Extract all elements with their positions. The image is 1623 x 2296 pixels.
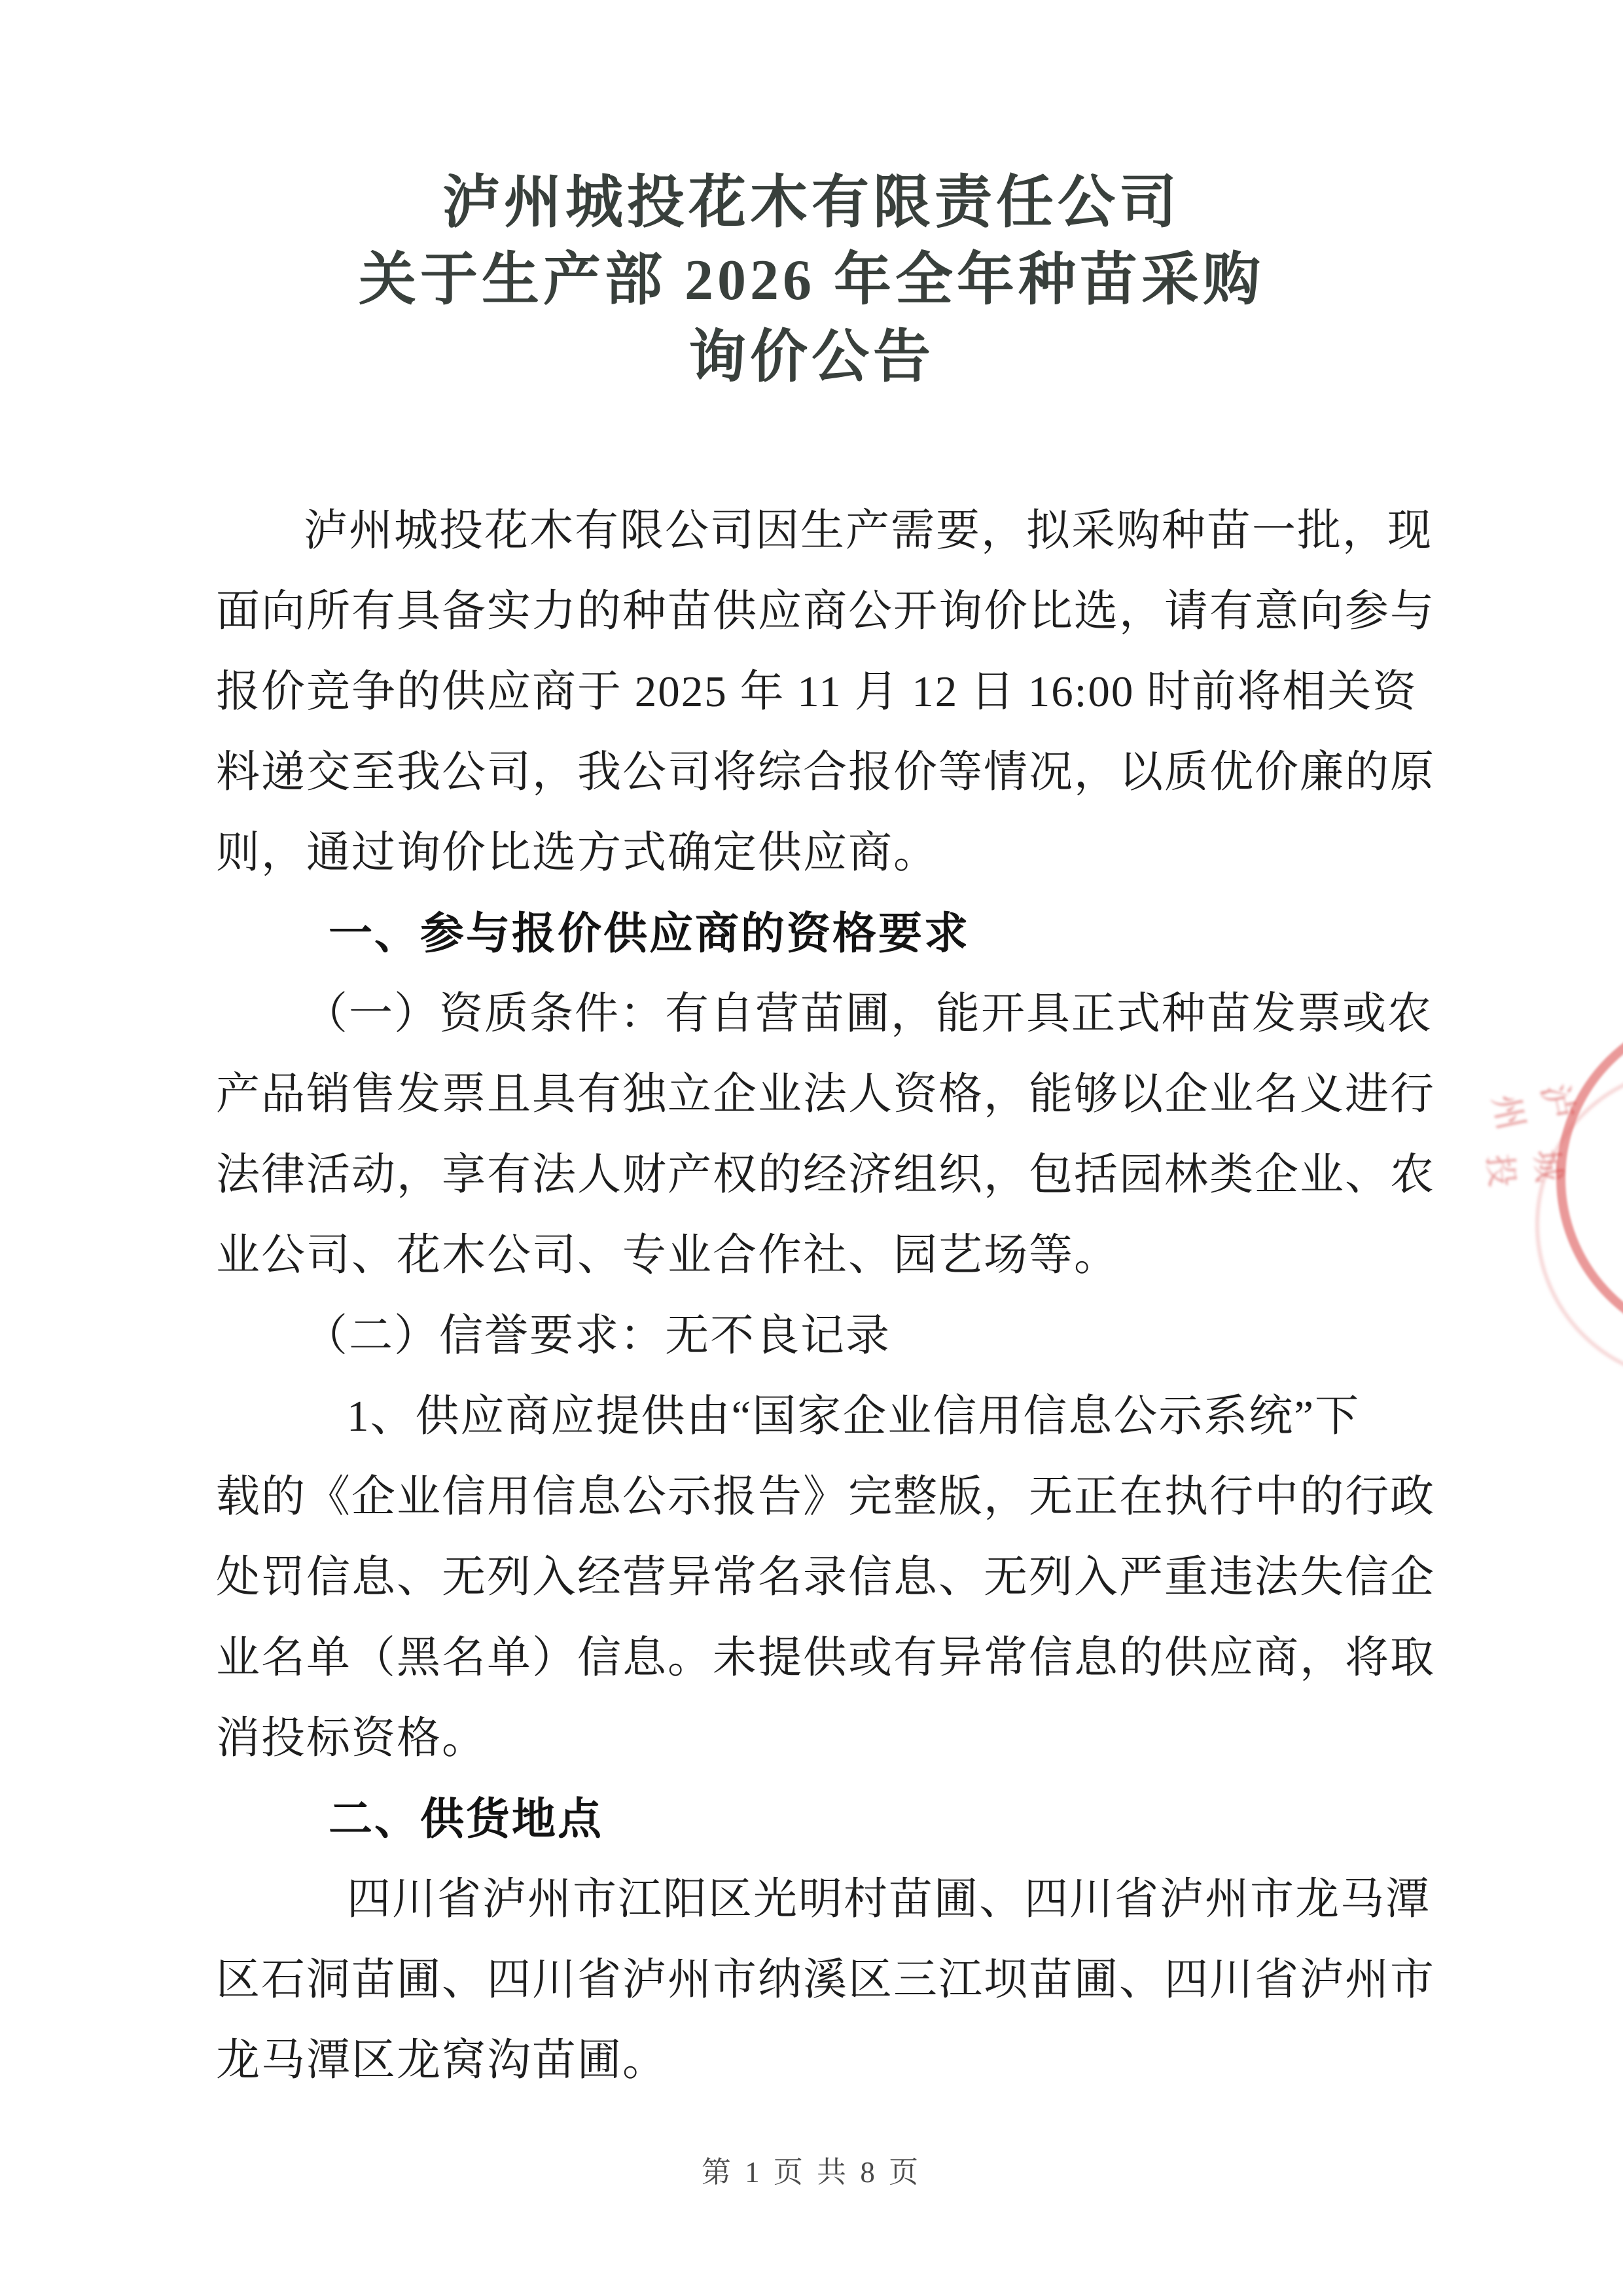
section-heading-2: 二、供货地点 bbox=[329, 1795, 603, 1844]
page-footer bbox=[0, 2148, 1623, 2191]
paragraph-line: 则，通过询价比选方式确定供应商。 bbox=[216, 829, 938, 877]
paragraph-line: 龙马潭区龙窝沟苗圃。 bbox=[216, 2036, 668, 2085]
paragraph-line: 报价竞争的供应商于 2025 年 11 月 12 日 16:00 时前将相关资 bbox=[216, 668, 1418, 716]
paragraph-line: 产品销售发票且具有独立企业法人资格，能够以企业名义进行 bbox=[216, 1070, 1435, 1119]
paragraph-line: 料递交至我公司，我公司将综合报价等情况，以质优价廉的原 bbox=[216, 748, 1435, 797]
document-body bbox=[216, 491, 1459, 2101]
paragraph-line: 泸州城投花木有限公司因生产需要，拟采购种苗一批，现 bbox=[304, 507, 1433, 555]
paragraph-line: （二）信誉要求：无不良记录 bbox=[304, 1312, 891, 1360]
paragraph-line: 面向所有具备实力的种苗供应商公开询价比选，请有意向参与 bbox=[216, 587, 1435, 636]
page-number-text: 第 1 页 共 8 页 bbox=[701, 2156, 922, 2189]
title-line-2: 关于生产部 2026 年全年种苗采购 bbox=[358, 249, 1264, 312]
paragraph-line: 四川省泸州市江阳区光明村苗圃、四川省泸州市龙马潭 bbox=[347, 1875, 1431, 1924]
paragraph-line: 载的《企业信用信息公示报告》完整版，无正在执行中的行政 bbox=[216, 1473, 1435, 1521]
title-line-1: 泸州城投花木有限责任公司 bbox=[442, 171, 1181, 235]
paragraph-line: （一）资质条件：有自营苗圃，能开具正式种苗发票或农 bbox=[304, 990, 1433, 1038]
paragraph-line: 消投标资格。 bbox=[216, 1714, 487, 1763]
paragraph-line: 区石洞苗圃、四川省泸州市纳溪区三江坝苗圃、四川省泸州市 bbox=[216, 1956, 1435, 2004]
title-line-3: 询价公告 bbox=[688, 326, 935, 389]
paragraph-line: 1、供应商应提供由“国家企业信用信息公示系统”下 bbox=[347, 1392, 1360, 1441]
section-heading-1: 一、参与报价供应商的资格要求 bbox=[329, 909, 970, 958]
paragraph-line: 业公司、花木公司、专业合作社、园艺场等。 bbox=[216, 1231, 1119, 1280]
document-title bbox=[0, 165, 1623, 397]
seal-text-fragment: 城投 bbox=[1480, 1147, 1569, 1194]
paragraph-line: 处罚信息、无列入经营异常名录信息、无列入严重违法失信企 bbox=[216, 1553, 1435, 1602]
seal-outer-ring bbox=[1556, 1008, 1623, 1348]
paragraph-line: 业名单（黑名单）信息。未提供或有异常信息的供应商，将取 bbox=[216, 1634, 1435, 1682]
seal-text-fragment: 泸州 bbox=[1485, 1080, 1582, 1140]
seal-ghost-ring bbox=[1535, 1067, 1623, 1382]
paragraph-line: 法律活动，享有法人财产权的经济组织，包括园林类企业、农 bbox=[216, 1151, 1435, 1199]
